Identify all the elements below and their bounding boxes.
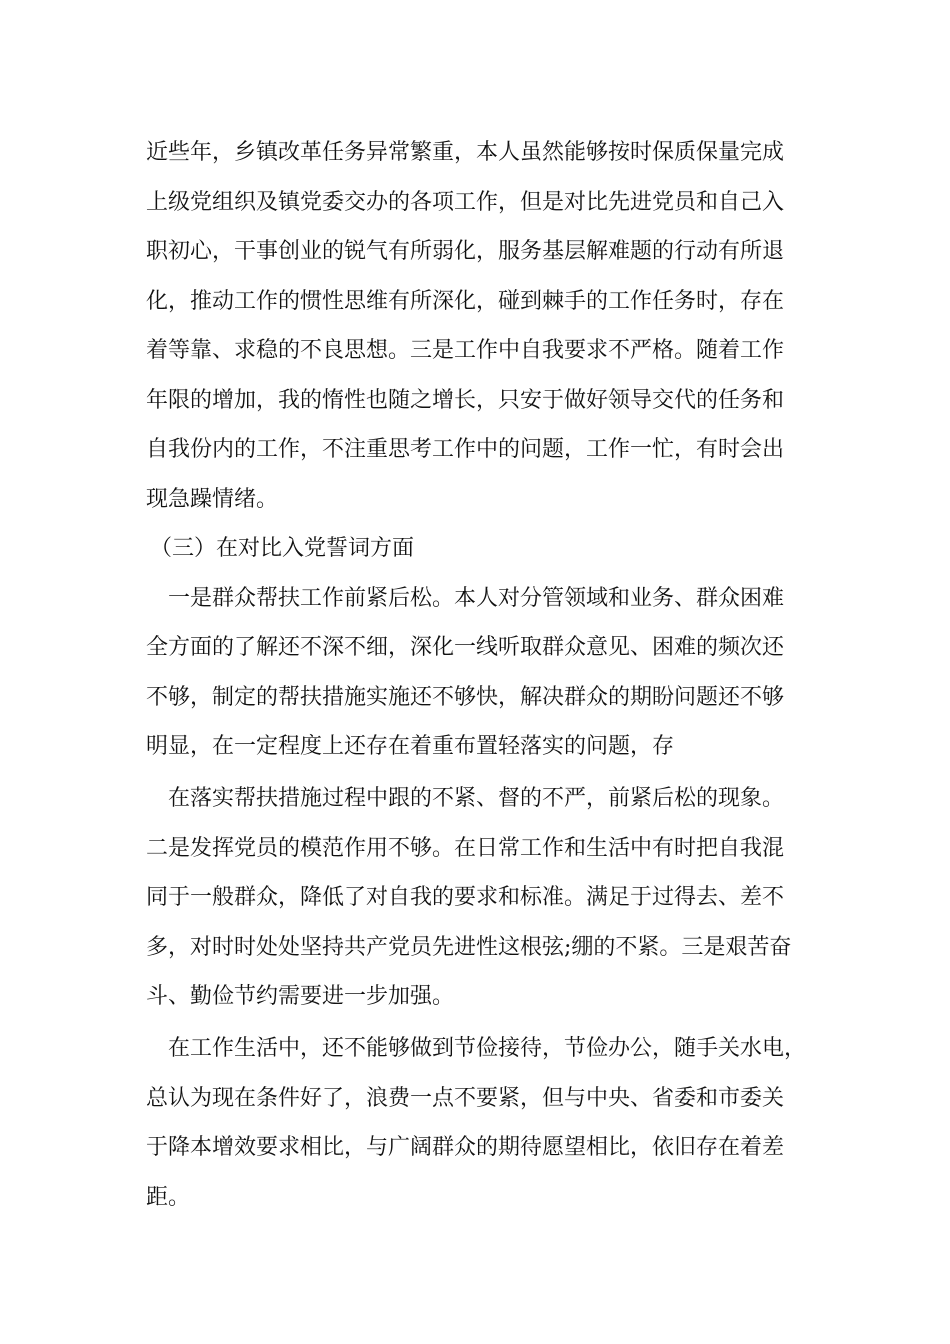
text-line: 现急躁情绪。 <box>146 487 279 512</box>
text-line: 上级党组织及镇党委交办的各项工作，但是对比先进党员和自己入 <box>146 190 785 215</box>
text-line: 多，对时时处处坚持共产党员先进性这根弦;绷的不紧。三是艰苦奋 <box>146 935 792 960</box>
text-line: 在落实帮扶措施过程中跟的不紧、督的不严，前紧后松的现象。 <box>168 786 785 811</box>
text-line: 近些年，乡镇改革任务异常繁重，本人虽然能够按时保质保量完成 <box>146 140 785 165</box>
text-line: 二是发挥党员的模范作用不够。在日常工作和生活中有时把自我混 <box>146 836 785 861</box>
text-line: 着等靠、求稳的不良思想。三是工作中自我要求不严格。随着工作 <box>146 338 785 363</box>
text-line: 职初心，干事创业的锐气有所弱化，服务基层解难题的行动有所退 <box>146 239 785 264</box>
text-line: 总认为现在条件好了，浪费一点不要紧，但与中央、省委和市委关 <box>146 1086 785 1111</box>
text-line: 在工作生活中，还不能够做到节俭接待，节俭办公，随手关水电， <box>168 1036 807 1061</box>
text-line: 化，推动工作的惯性思维有所深化，碰到棘手的工作任务时，存在 <box>146 289 785 314</box>
text-line: 自我份内的工作，不注重思考工作中的问题，工作一忙，有时会出 <box>146 437 785 462</box>
section-heading: （三）在对比入党誓词方面 <box>150 536 415 561</box>
text-line: 明显，在一定程度上还存在着重布置轻落实的问题，存 <box>146 734 675 759</box>
text-line: 一是群众帮扶工作前紧后松。本人对分管领域和业务、群众困难 <box>168 586 785 611</box>
text-line: 距。 <box>146 1185 191 1210</box>
text-line: 年限的增加，我的惰性也随之增长，只安于做好领导交代的任务和 <box>146 388 785 413</box>
text-line: 全方面的了解还不深不细，深化一线听取群众意见、困难的频次还 <box>146 635 785 660</box>
text-line: 同于一般群众，降低了对自我的要求和标准。满足于过得去、差不 <box>146 885 785 910</box>
text-line: 不够，制定的帮扶措施实施还不够快，解决群众的期盼问题还不够 <box>146 685 785 710</box>
text-line: 斗、勤俭节约需要进一步加强。 <box>146 984 455 1009</box>
text-line: 于降本增效要求相比，与广阔群众的期待愿望相比，依旧存在着差 <box>146 1135 785 1160</box>
